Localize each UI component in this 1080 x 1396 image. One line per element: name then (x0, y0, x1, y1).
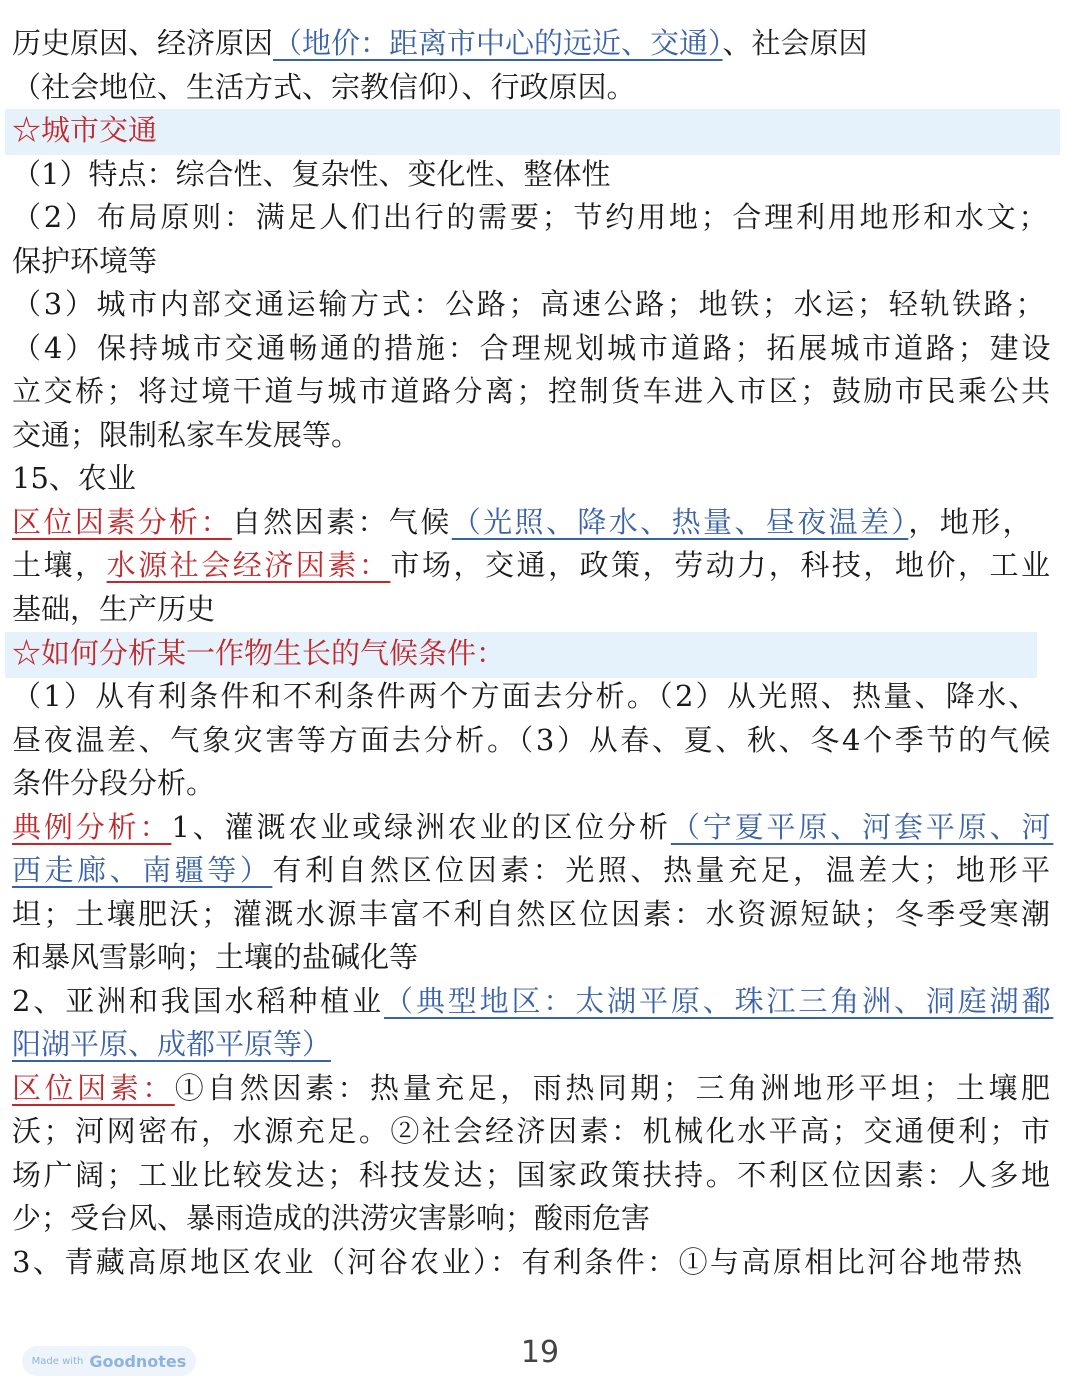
keyword-label: 区位因素分析： (12, 505, 232, 539)
line-text: 沃；河网密布，水源充足。②社会经济因素：机械化水平高；交通便利；市 (12, 1114, 1053, 1148)
example-note: （地价：距离市中心的远近、交通） (273, 26, 723, 60)
text-line (12, 1241, 1024, 1284)
text-line (12, 1197, 650, 1240)
line-text: 自然因素：气候 (231, 505, 452, 539)
text-line (12, 1067, 1054, 1110)
line-text: （1）从有利条件和不利条件两个方面去分析。（2）从光照、热量、降水、 (12, 679, 1040, 713)
line-text: ①自然因素：热量充足，雨热同期；三角洲地形平坦；土壤肥 (174, 1071, 1054, 1105)
text-line (12, 849, 1054, 892)
text-line (12, 544, 1053, 587)
line-text: 、社会原因 (722, 26, 868, 60)
text-line (12, 283, 1047, 326)
line-text: 3、青藏高原地区农业（河谷农业）：有利条件：①与高原相比河谷地带热 (12, 1245, 1025, 1279)
text-line (12, 22, 868, 65)
badge-brand: Goodnotes (89, 1351, 187, 1371)
line-text: （3）城市内部交通运输方式：公路；高速公路；地铁；水运；轻轨铁路； (12, 287, 1048, 321)
example-note: （典型地区：太湖平原、珠江三角洲、洞庭湖鄱 (383, 984, 1054, 1018)
text-line (12, 936, 418, 979)
line-text: 坦；土壤肥沃；灌溉水源丰富不利自然区位因素：水资源短缺；冬季受寒潮 (12, 897, 1053, 931)
text-line (12, 893, 1053, 936)
line-text: 基础，生产历史 (12, 592, 216, 626)
example-note: （光照、降水、热量、昼夜温差） (451, 505, 909, 539)
section-heading: ☆如何分析某一作物生长的气候条件： (12, 636, 506, 670)
text-line (12, 588, 215, 631)
text-line (12, 1154, 1053, 1197)
line-text: ，地形， (908, 505, 1034, 539)
line-text: 2、亚洲和我国水稻种植业 (12, 984, 384, 1018)
line-text: （4）保持城市交通畅通的措施：合理规划城市道路；拓展城市道路；建设 (12, 331, 1054, 365)
text-line (12, 501, 1034, 544)
line-text: 历史原因、经济原因 (12, 26, 274, 60)
text-line (12, 414, 360, 457)
line-text: 15、农业 (12, 461, 136, 495)
text-line (12, 153, 610, 196)
text-line (12, 806, 1053, 849)
section-heading: ☆城市交通 (12, 113, 158, 147)
text-line (12, 980, 1053, 1023)
text-line (12, 1110, 1053, 1153)
line-text: 交通；限制私家车发展等。 (12, 418, 361, 452)
line-text: （社会地位、生活方式、宗教信仰）、行政原因。 (12, 70, 636, 104)
line-text: 少；受台风、暴雨造成的洪涝灾害影响；酸雨危害 (12, 1201, 651, 1235)
example-note: 阳湖平原、成都平原等） (12, 1027, 332, 1061)
line-text: 场广阔；工业比较发达；科技发达；国家政策扶持。不利区位因素：人多地 (12, 1158, 1053, 1192)
line-text: （2）布局原则：满足人们出行的需要；节约用地；合理利用地形和水文； (12, 200, 1051, 234)
line-text: 条件分段分析。 (12, 766, 216, 800)
line-text: 有利自然区位因素：光照、热量充足，温差大；地形平 (272, 853, 1054, 887)
text-line (12, 719, 1053, 762)
text-line (12, 196, 1050, 239)
badge-made-with: Made with (31, 1355, 84, 1367)
page-number: 19 (520, 1335, 560, 1370)
text-line (12, 1023, 331, 1066)
line-text: 保护环境等 (12, 244, 158, 278)
keyword-label: 水源社会经济因素： (106, 548, 391, 582)
text-line (12, 632, 505, 675)
text-line (12, 327, 1053, 370)
line-text: 和暴风雪影响；土壤的盐碱化等 (12, 940, 419, 974)
line-text: 土壤， (12, 548, 107, 582)
text-line (12, 457, 136, 500)
text-line (12, 240, 157, 283)
example-note: 西走廊、南疆等） (12, 853, 273, 887)
keyword-label: 典例分析： (12, 810, 172, 844)
text-line (12, 762, 215, 805)
example-note: （宁夏平原、河套平原、河 (670, 810, 1054, 844)
line-text: （1）特点：综合性、复杂性、变化性、整体性 (12, 157, 611, 191)
text-line (12, 370, 1053, 413)
line-text: 1、灌溉农业或绿洲农业的区位分析 (171, 810, 671, 844)
keyword-label: 区位因素： (12, 1071, 175, 1105)
highlight-band-urban-traffic (5, 109, 1060, 155)
line-text: 市场，交通，政策，劳动力，科技，地价，工业 (390, 548, 1053, 582)
text-line (12, 675, 1040, 718)
line-text: 立交桥；将过境干道与城市道路分离；控制货车进入市区；鼓励市民乘公共 (12, 374, 1053, 408)
text-line (12, 109, 157, 152)
line-text: 昼夜温差、气象灾害等方面去分析。（3）从春、夏、秋、冬4个季节的气候 (12, 723, 1054, 757)
text-line (12, 66, 636, 109)
